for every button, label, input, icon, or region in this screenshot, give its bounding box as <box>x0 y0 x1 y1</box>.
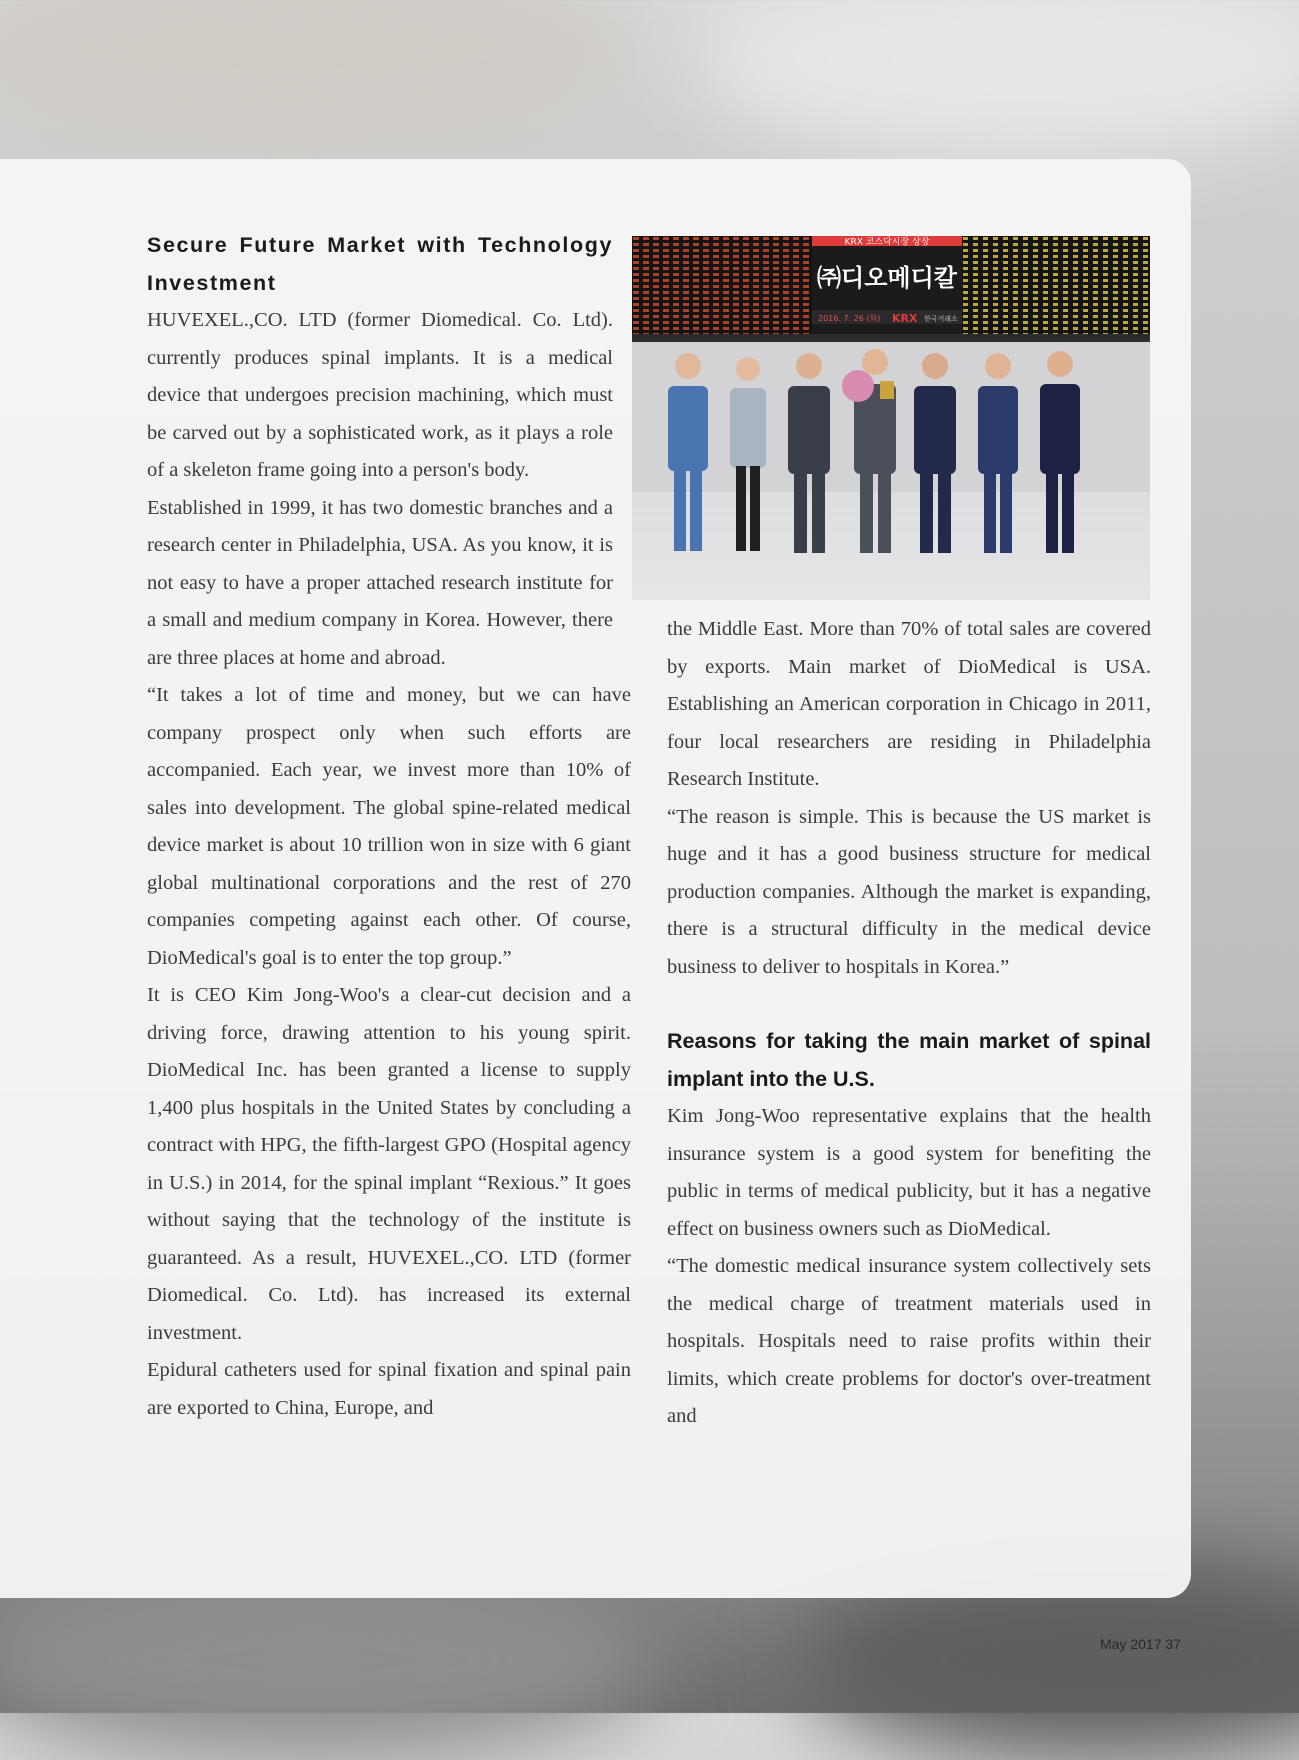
section-heading: Reasons for taking the main market of spinal implant into the U.S. <box>667 1029 1151 1091</box>
background-blur <box>0 0 640 160</box>
paragraph-gap <box>667 986 1151 1023</box>
article-photo <box>632 236 1150 600</box>
listing-ceremony-photo <box>632 236 1150 600</box>
paragraph: Kim Jong-Woo representative explains that the health insurance system is a good system for benefiting the public in terms of medical publicity, but it has a negative effect on business owners such as DioMedical. <box>667 1105 1151 1240</box>
board-logo-text: KRX <box>892 312 918 325</box>
paragraph: “The domestic medical insurance system collectively sets the medical charge of treatment materials used in hospitals. Hospitals need to raise profits within their limits, which create problems for doctor's over-treatment and <box>667 1255 1151 1427</box>
board-date-text: 2016. 7. 26 (화) <box>818 314 881 323</box>
right-column <box>667 611 1151 1436</box>
paragraph: It is CEO Kim Jong-Woo's a clear-cut decision and a driving force, drawing attention to his young spirit. DioMedical Inc. has been granted a license to supply 1,400 plus hospitals in the United States by concluding a contract with HPG, the fifth-largest GPO (Hospital agency in U.S.) in 2014, for the spinal implant “Rexious.” It goes without saying that the technology of the institute is guaranteed. As a result, HUVEXEL.,CO. LTD (former Diomedical. Co. Ltd). has increased its external investment. <box>147 984 631 1344</box>
paragraph: “It takes a lot of time and money, but we can have company prospect only when such efforts are accompanied. Each year, we invest more than 10% of sales into development. The global spine-related medical device market is about 10 trillion won in size with 6 giant global multinational corporations and the rest of 270 companies competing against each other. Of course, DioMedical's goal is to enter the top group.” <box>147 684 631 969</box>
paragraph: Epidural catheters used for spinal fixation and spinal pain are exported to China, Europe, and <box>147 1359 631 1419</box>
paragraph: “The reason is simple. This is because the US market is huge and it has a good business structure for medical production companies. Although the market is expanding, there is a structural difficulty in the medical device business to deliver to hospitals in Korea.” <box>667 805 1151 978</box>
background-blur <box>700 0 1299 160</box>
page-number: May 2017 37 <box>1100 1636 1181 1652</box>
left-column <box>147 227 631 1427</box>
board-org-text: 한국거래소 <box>924 315 958 323</box>
section-heading: Secure Future Market with Technology Investment <box>147 233 613 295</box>
paragraph: the Middle East. More than 70% of total sales are covered by exports. Main market of DioMedical is USA. Establishing an American corporation in Chicago in 2011, four local researchers are residing in Philadelphia Research Institute. <box>667 618 1151 790</box>
board-title-text: ㈜디오메디칼 <box>817 264 957 292</box>
paragraph: Established in 1999, it has two domestic branches and a research center in Philadelphia, USA. As you know, it is not easy to have a proper attached research institute for a small and medium company in Korea. However, there are three places at home and abroad. <box>147 496 613 669</box>
paragraph: HUVEXEL.,CO. LTD (former Diomedical. Co. Ltd). currently produces spinal implants. It is a medical device that undergoes precision machining, which must be carved out by a sophisticated work, as it plays a role of a skeleton frame going into a person's body. <box>147 309 613 481</box>
board-top-text: KRX 코스닥시장 상장 <box>844 237 930 248</box>
